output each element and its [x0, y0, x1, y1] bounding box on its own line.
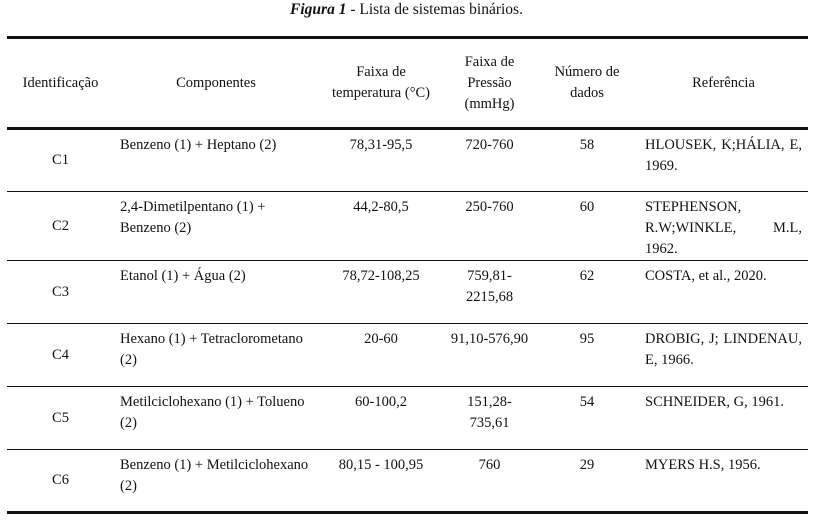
header-data-count: Número de dados — [554, 64, 620, 101]
row-temperature: 78,31-95,5 — [349, 137, 413, 153]
row-data-count: 58 — [579, 137, 595, 153]
row-pressure: 759,81-2215,68 — [466, 268, 514, 305]
row-pressure: 250-760 — [465, 199, 514, 215]
row-reference: SCHNEIDER, G, 1961. — [645, 394, 784, 410]
row-temperature: 60-100,2 — [355, 394, 407, 410]
row-pressure: 720-760 — [465, 137, 514, 153]
row-components: Metilciclohexano (1) + Tolueno (2) — [120, 394, 305, 431]
row-reference: DROBIG, J; LINDENAU, E, 1966. — [645, 331, 802, 368]
row-pressure: 151,28-735,61 — [467, 394, 512, 431]
row-data-count: 60 — [579, 199, 595, 215]
row-data-count: 95 — [579, 331, 595, 347]
row-data-count: 62 — [579, 268, 595, 284]
figure-caption-text: - Lista de sistemas binários. — [346, 1, 523, 18]
row-pressure: 91,10-576,90 — [450, 331, 529, 347]
header-temperature-range: Faixa de temperatura (°C) — [332, 64, 430, 101]
row-id: C4 — [52, 346, 69, 363]
header-pressure-range: Faixa de Pressão (mmHg) — [464, 53, 515, 112]
row-temperature: 20-60 — [364, 331, 398, 347]
table-header-row — [7, 38, 808, 129]
table-row — [7, 192, 808, 261]
row-temperature: 78,72-108,25 — [342, 268, 420, 284]
row-reference: MYERS H.S, 1956. — [645, 457, 761, 473]
row-components: Hexano (1) + Tetraclorometano (2) — [120, 331, 303, 368]
row-temperature: 44,2-80,5 — [353, 199, 409, 215]
table-row — [7, 261, 808, 324]
header-components: Componentes — [176, 74, 256, 91]
row-data-count: 29 — [579, 457, 595, 473]
row-id: C1 — [52, 152, 69, 168]
row-reference: HLOUSEK, K;HÁLIA, E, 1969. — [645, 137, 802, 174]
row-id: C3 — [52, 283, 69, 300]
row-reference: COSTA, et al., 2020. — [645, 268, 767, 284]
table-row — [7, 324, 808, 387]
row-id: C6 — [52, 472, 69, 488]
row-id: C2 — [52, 217, 69, 234]
row-components: Benzeno (1) + Heptano (2) — [120, 137, 277, 153]
header-reference: Referência — [692, 74, 755, 91]
binary-systems-table — [7, 36, 808, 514]
row-components: Etanol (1) + Água (2) — [120, 268, 246, 284]
figure-label: Figura 1 — [290, 1, 347, 18]
row-components: 2,4-Dimetilpentano (1) + Benzeno (2) — [120, 199, 266, 236]
row-id: C5 — [52, 409, 69, 426]
row-reference: STEPHENSON, R.W;WINKLE, M.L, 1962. — [645, 199, 802, 257]
table-row — [7, 450, 808, 513]
row-data-count: 54 — [579, 394, 595, 410]
header-identification: Identificação — [22, 74, 99, 91]
table-row — [7, 387, 808, 450]
row-components: Benzeno (1) + Metilciclohexano (2) — [120, 457, 309, 494]
figure-caption — [0, 0, 813, 20]
table-row — [7, 129, 808, 192]
row-temperature: 80,15 - 100,95 — [338, 457, 424, 473]
row-pressure: 760 — [478, 457, 501, 473]
